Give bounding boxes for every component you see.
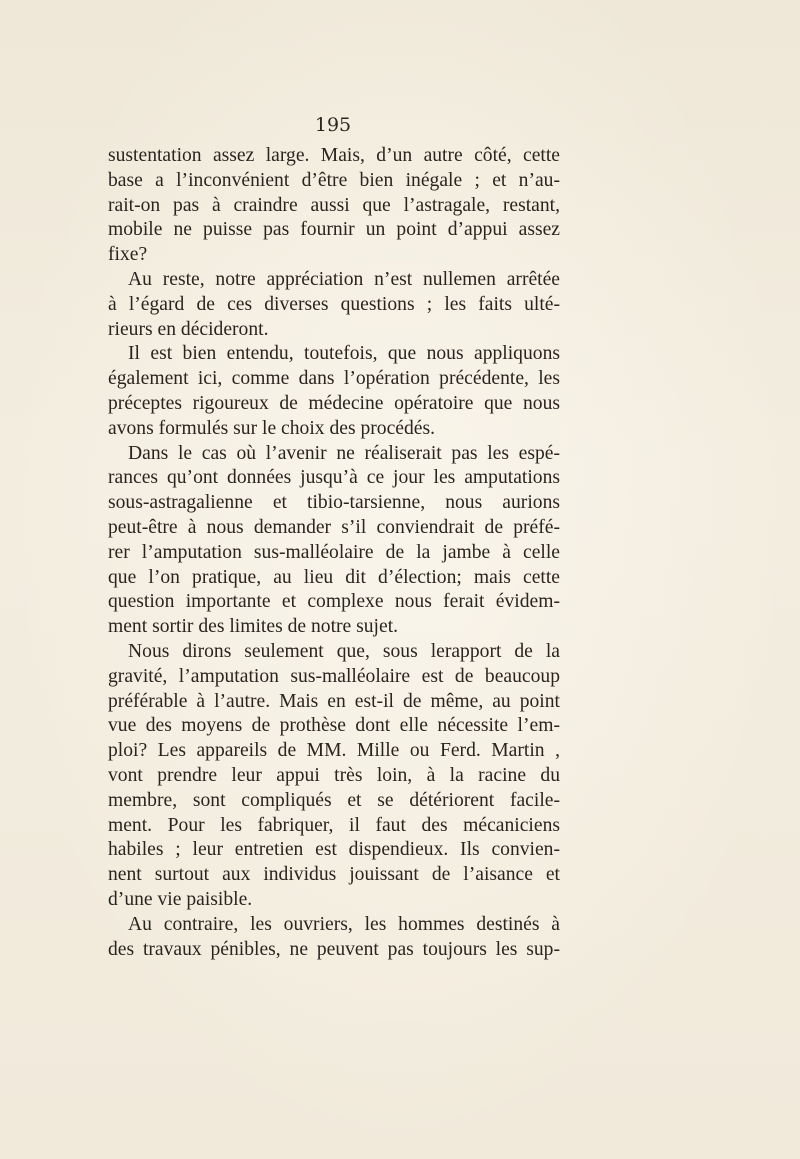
text-line: Nous dirons seulement que, sous lerapport de la <box>128 640 560 662</box>
text-line: sous-astragalienne et tibio-tarsienne, nous aurions <box>108 492 560 514</box>
text-line: à l’égard de ces diverses questions ; les faits ulté- <box>108 293 560 315</box>
text-line: Au contraire, les ouvriers, les hommes destinés à <box>128 913 560 935</box>
text-line: également ici, comme dans l’opération précédente, les <box>108 368 560 390</box>
text-line: vont prendre leur appui très loin, à la racine du <box>108 764 560 786</box>
text-line: préférable à l’autre. Mais en est-il de même, au point <box>108 690 560 712</box>
text-line: fixe? <box>108 244 148 266</box>
text-line: mobile ne puisse pas fournir un point d’appui assez <box>108 219 560 241</box>
text-line: que l’on pratique, au lieu dit d’élection; mais cette <box>108 566 560 588</box>
text-line: question importante et complexe nous ferait évidem- <box>108 591 560 613</box>
text-line: rait-on pas à craindre aussi que l’astragale, restant, <box>108 194 560 216</box>
text-line: membre, sont compliqués et se détériorent facile- <box>108 789 560 811</box>
text-line: des travaux pénibles, ne peuvent pas toujours les sup- <box>108 938 560 960</box>
text-line: préceptes rigoureux de médecine opératoire que nous <box>108 392 560 414</box>
text-line: vue des moyens de prothèse dont elle nécessite l’em- <box>108 715 560 737</box>
text-line: sustentation assez large. Mais, d’un autre côté, cette <box>108 145 560 166</box>
text-line: ploi? Les appareils de MM. Mille ou Ferd. Martin , <box>108 740 560 762</box>
text-line: rer l’amputation sus-malléolaire de la jambe à celle <box>108 541 560 563</box>
text-line: Dans le cas où l’avenir ne réaliserait pas les espé- <box>128 442 560 464</box>
text-line: avons formulés sur le choix des procédés. <box>108 417 436 439</box>
body-text <box>108 144 560 962</box>
text-line: rieurs en décideront. <box>108 318 269 340</box>
page-number: 195 <box>314 114 352 136</box>
text-line: nent surtout aux individus jouissant de l’aisance et <box>108 864 560 886</box>
text-line: d’une vie paisible. <box>108 888 253 910</box>
text-line: ment sortir des limites de notre sujet. <box>108 616 399 638</box>
text-line: rances qu’ont données jusqu’à ce jour les amputations <box>108 467 560 489</box>
text-line: Au reste, notre appréciation n’est nullemen arrêtée <box>128 268 560 290</box>
text-line: ment. Pour les fabriquer, il faut des mécaniciens <box>108 814 560 836</box>
text-line: base a l’inconvénient d’être bien inégale ; et n’au- <box>108 169 560 191</box>
text-line: gravité, l’amputation sus-malléolaire est de beaucoup <box>108 665 560 687</box>
text-line: habiles ; leur entretien est dispendieux. Ils convien- <box>108 839 560 861</box>
text-line: Il est bien entendu, toutefois, que nous appliquons <box>128 343 560 365</box>
text-line: peut-être à nous demander s’il conviendrait de préfé- <box>108 516 560 538</box>
